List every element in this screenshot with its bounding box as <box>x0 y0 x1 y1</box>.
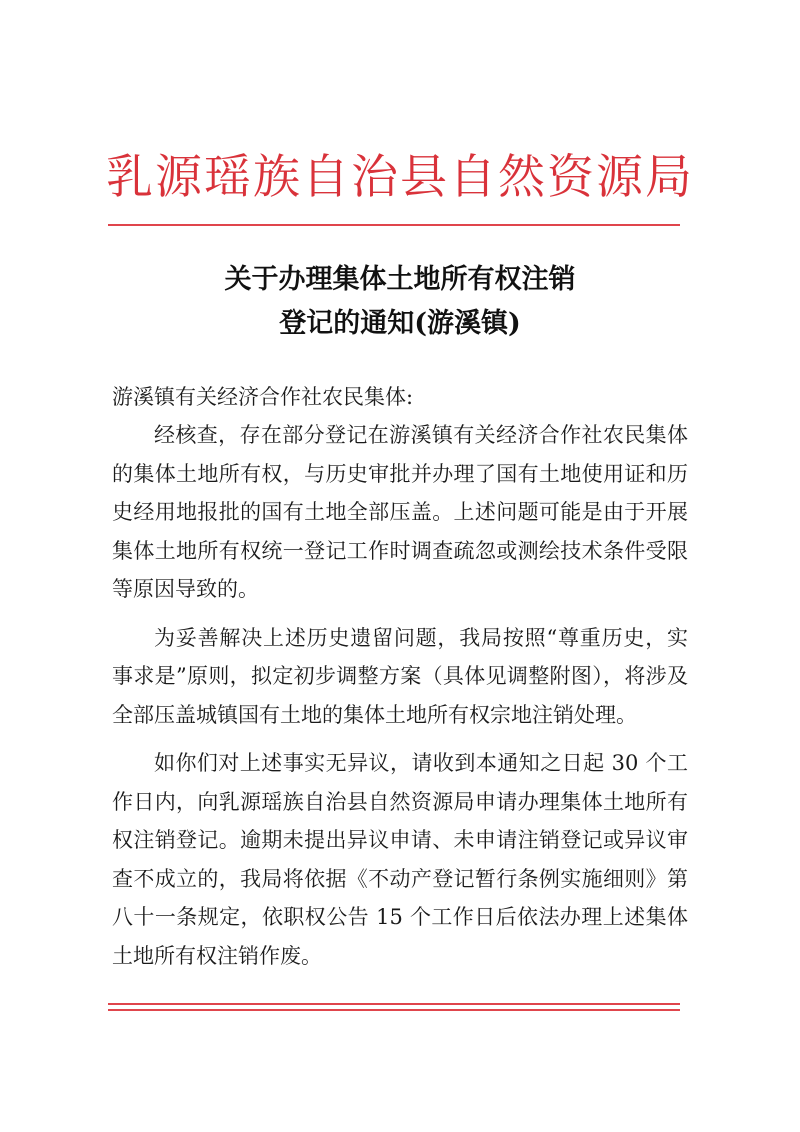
salutation: 游溪镇有关经济合作社农民集体: <box>112 385 414 409</box>
footer-divider-line-2 <box>108 1009 680 1011</box>
document-body <box>112 416 688 975</box>
organization-header: 乳源瑶族自治县自然资源局 <box>106 150 694 205</box>
footer-divider-line-1 <box>108 1003 680 1005</box>
body-paragraph-1: 经核查，存在部分登记在游溪镇有关经济合作社农民集体的集体土地所有权，与历史审批并办理了国有土地使用证和历史经用地报批的国有土地全部压盖。上述问题可能是由于开展集体土地所有权统一登记工作时调查疏忽或测绘技术条件受限等原因导致的。 <box>112 423 688 601</box>
document-title-line-1: 关于办理集体土地所有权注销 <box>224 264 576 295</box>
body-paragraph-3: 如你们对上述事实无异议，请收到本通知之日起 30 个工作日内，向乳源瑶族自治县自然资源局申请办理集体土地所有权注销登记。逾期未提出异议申请、未申请注销登记或异议审查不成立的，我局将依据《不动产登记暂行条例实施细则》第八十一条规定，依职权公告 15 个工作日后依法办理上述集体土地所有权注销作废。 <box>112 751 688 968</box>
document-title <box>0 258 800 346</box>
header-divider-line <box>108 224 680 226</box>
body-paragraph-2: 为妥善解决上述历史遗留问题，我局按照“尊重历史，实事求是”原则，拟定初步调整方案（具体见调整附图），将涉及全部压盖城镇国有土地的集体土地所有权宗地注销处理。 <box>112 625 688 727</box>
document-title-line-2: 登记的通知(游溪镇) <box>279 308 521 339</box>
